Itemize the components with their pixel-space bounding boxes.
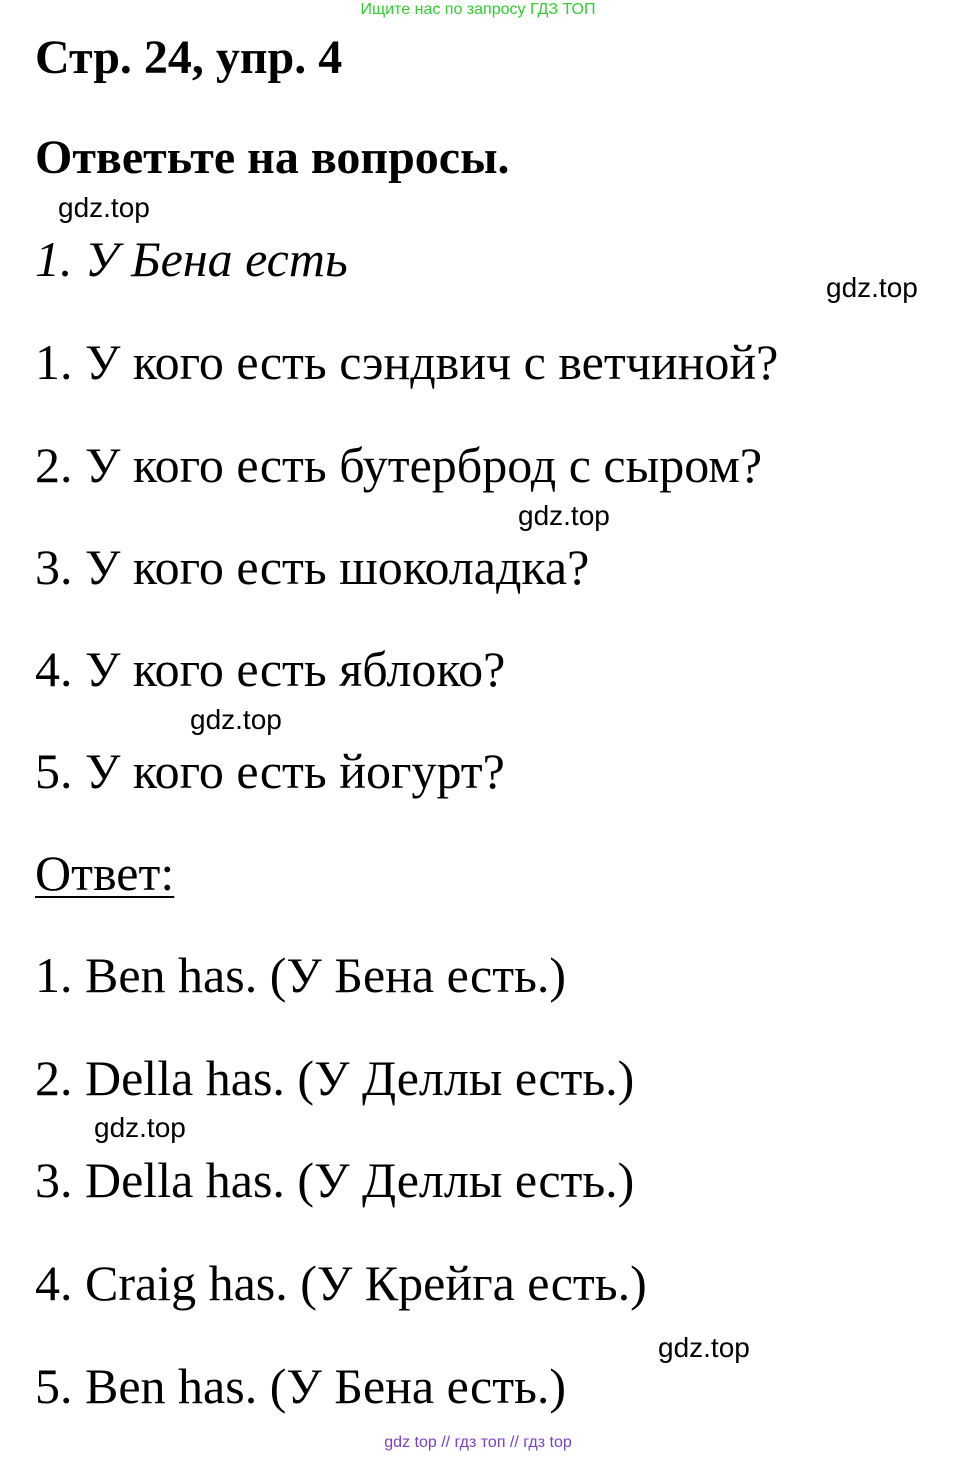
answer-1: 1. Ben has. (У Бена есть.) (35, 947, 567, 1003)
answer-4: 4. Craig has. (У Крейга есть.) (35, 1255, 647, 1311)
instruction: Ответьте на вопросы. (35, 131, 510, 184)
footer-watermark: gdz top // гдз топ // гдз top (384, 1434, 572, 1451)
top-banner: Ищите нас по запросу ГДЗ ТОП (360, 1, 596, 18)
watermark: gdz.top (190, 704, 282, 735)
answer-2: 2. Della has. (У Деллы есть.) (35, 1050, 635, 1106)
question-5: 5. У кого есть йогурт? (35, 743, 505, 799)
page-title: Стр. 24, упр. 4 (35, 31, 343, 84)
watermark: gdz.top (826, 272, 918, 303)
watermark: gdz.top (518, 500, 610, 531)
question-2: 2. У кого есть бутерброд с сыром? (35, 437, 763, 493)
watermark: gdz.top (58, 192, 150, 223)
question-3: 3. У кого есть шоколадка? (35, 539, 590, 595)
question-1: 1. У кого есть сэндвич с ветчиной? (35, 334, 779, 390)
watermark: gdz.top (94, 1112, 186, 1143)
watermark: gdz.top (658, 1332, 750, 1363)
example-answer: 1. У Бена есть (35, 231, 348, 287)
answer-5: 5. Ben has. (У Бена есть.) (35, 1358, 567, 1414)
answer-label: Ответ: (35, 845, 175, 901)
answer-3: 3. Della has. (У Деллы есть.) (35, 1152, 635, 1208)
question-4: 4. У кого есть яблоко? (35, 641, 506, 697)
